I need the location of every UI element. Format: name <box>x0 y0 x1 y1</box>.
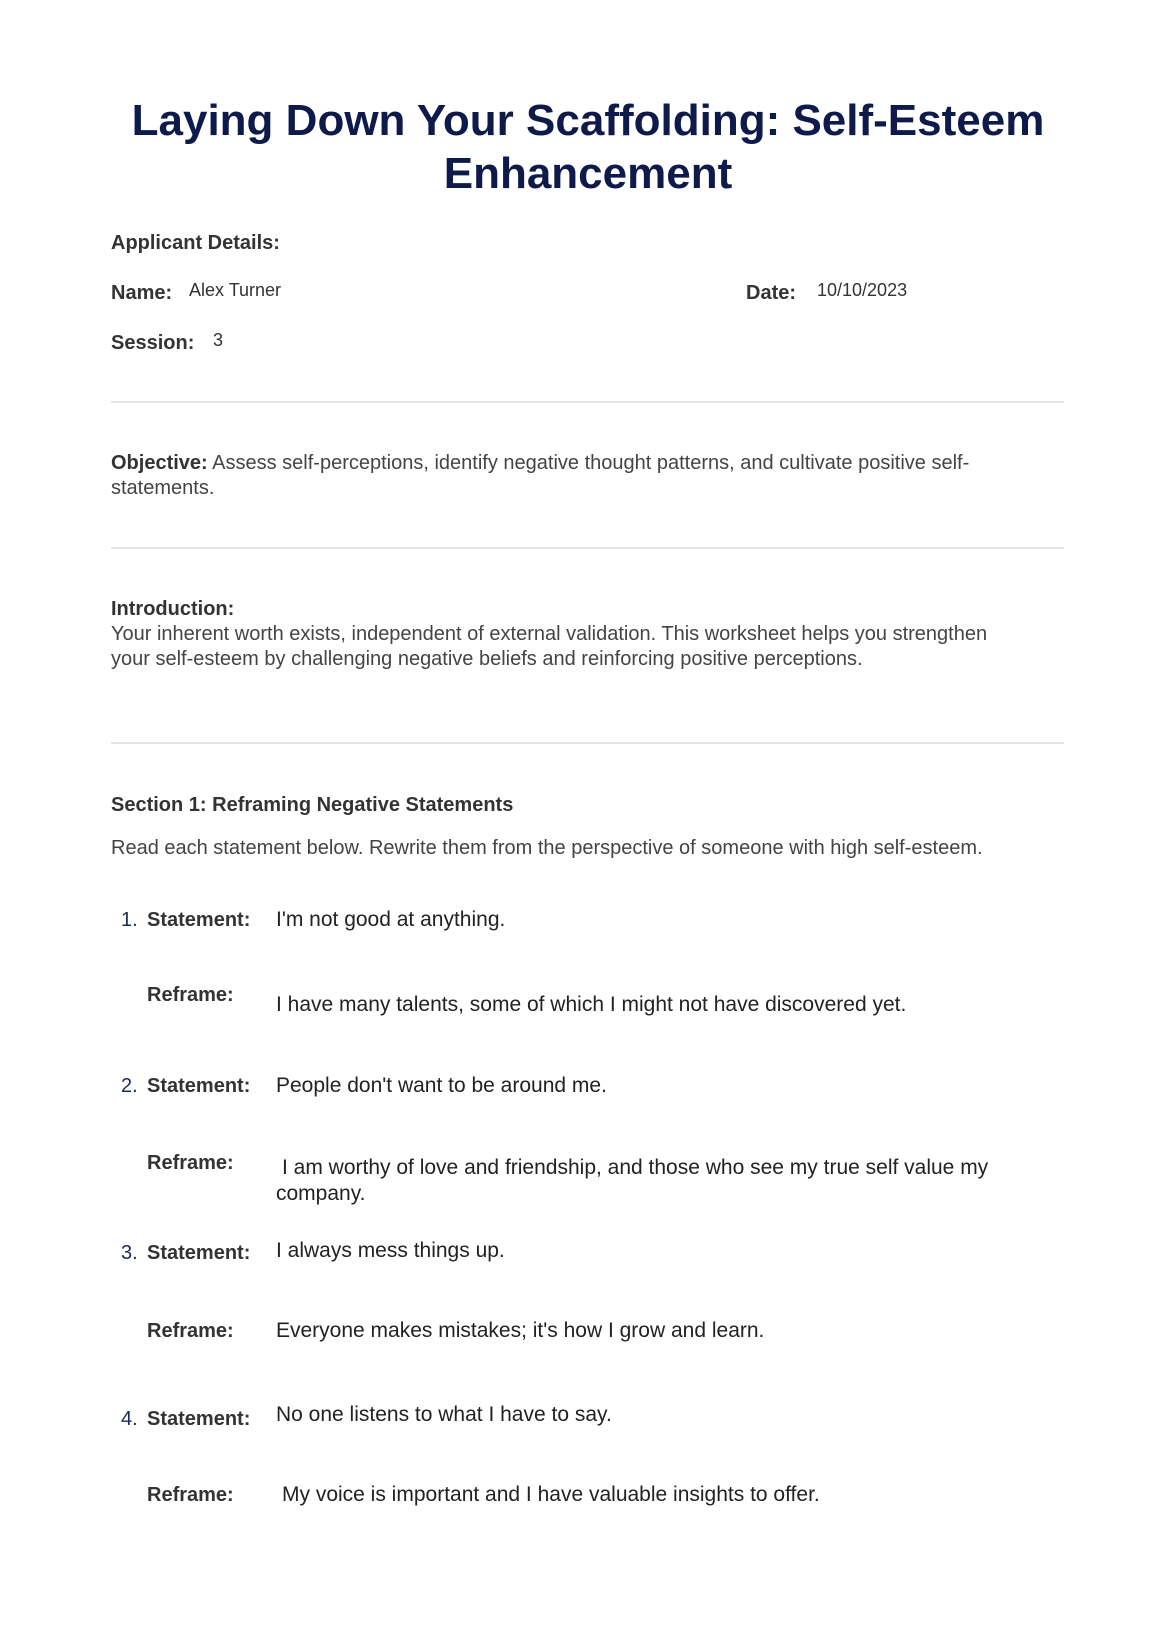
reframe-label: Reframe: <box>147 1484 234 1506</box>
divider <box>111 547 1064 549</box>
objective-text: Assess self-perceptions, identify negative thought patterns, and cultivate positive self-statements. <box>111 452 970 499</box>
applicant-details-heading: Applicant Details: <box>111 232 280 254</box>
name-value: Alex Turner <box>189 280 282 300</box>
reframe-text: I have many talents, some of which I might not have discovered yet. <box>276 993 907 1016</box>
statement-label: Statement: <box>147 1242 251 1264</box>
reframe-text: I am worthy of love and friendship, and those who see my true self value my company. <box>276 1156 989 1205</box>
objective-label: Objective: <box>111 452 208 474</box>
session-value: 3 <box>213 330 224 350</box>
statement-label: Statement: <box>147 1408 251 1430</box>
divider <box>111 742 1064 744</box>
reframe-text: My voice is important and I have valuable insights to offer. <box>282 1483 820 1506</box>
introduction-text: Your inherent worth exists, independent of external validation. This worksheet helps you strengthen your self-esteem by challenging negative beliefs and reinforcing positive perceptions. <box>111 623 988 670</box>
statement-label: Statement: <box>147 1075 251 1097</box>
section1-title: Section 1: Reframing Negative Statements <box>111 794 514 816</box>
statement-label: Statement: <box>147 909 251 931</box>
reframe-label: Reframe: <box>147 984 234 1006</box>
item-number: 1. <box>121 909 138 931</box>
item-number: 4. <box>121 1408 138 1430</box>
reframe-label: Reframe: <box>147 1152 234 1174</box>
reframe-text: Everyone makes mistakes; it's how I grow and learn. <box>276 1319 765 1342</box>
date-value: 10/10/2023 <box>817 280 908 300</box>
statement-text: I always mess things up. <box>276 1239 505 1262</box>
statement-text: People don't want to be around me. <box>276 1074 607 1097</box>
divider <box>111 401 1064 403</box>
statement-text: I'm not good at anything. <box>276 908 506 931</box>
page-title: Laying Down Your Scaffolding: Self-Esteem Enhancement <box>131 96 1045 198</box>
objective <box>111 451 1061 501</box>
session-label: Session: <box>111 332 195 354</box>
item-number: 3. <box>121 1242 138 1264</box>
date-label: Date: <box>746 282 797 304</box>
reframe-label: Reframe: <box>147 1320 234 1342</box>
introduction-label: Introduction: <box>111 598 235 620</box>
section1-instructions: Read each statement below. Rewrite them from the perspective of someone with high self-esteem. <box>111 837 983 859</box>
statement-text: No one listens to what I have to say. <box>276 1403 612 1426</box>
name-label: Name: <box>111 282 173 304</box>
item-number: 2. <box>121 1075 138 1097</box>
